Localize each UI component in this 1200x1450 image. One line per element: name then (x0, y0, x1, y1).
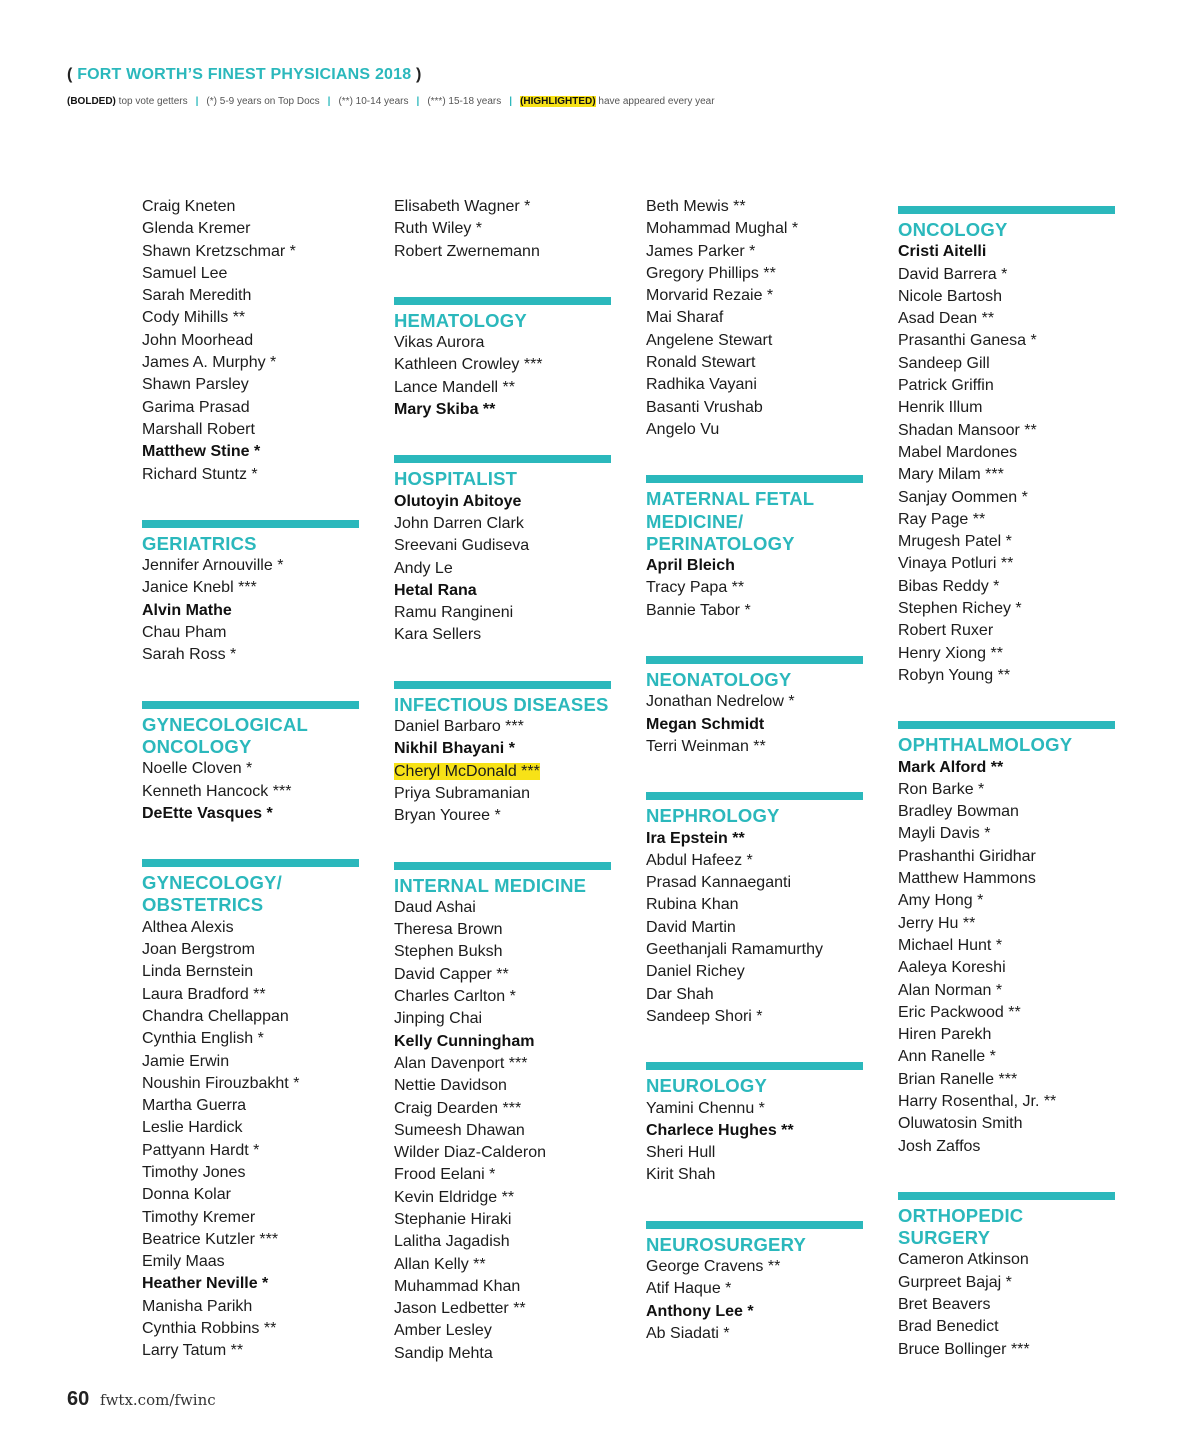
physician-name: Angelo Vu (646, 420, 720, 438)
physician-list (646, 691, 864, 758)
physician-name: Garima Prasad (142, 398, 250, 416)
legend-text: have appeared every year (595, 96, 715, 107)
section-title-line: INFECTIOUS DISEASES (394, 693, 609, 715)
physician-name: Hetal Rana (394, 581, 477, 599)
physician-name: Jamie Erwin (142, 1052, 230, 1070)
physician-name: Robert Ruxer (898, 622, 994, 640)
section-title (646, 669, 864, 691)
specialty-section (646, 475, 864, 622)
physician-name: David Barrera * (898, 265, 1008, 283)
physician-name: Daniel Richey (646, 963, 745, 981)
section-title-line: ONCOLOGY (898, 219, 1008, 240)
physician-name: Dar Shah (646, 985, 714, 1003)
page-title (67, 64, 1160, 86)
physician-name: Beatrice Kutzler *** (142, 1230, 279, 1248)
physician-name: Gregory Phillips ** (646, 264, 776, 282)
physician-name: Chandra Chellappan (142, 1007, 289, 1025)
specialty-section (394, 297, 612, 421)
physician-name: Shawn Kretzschmar * (142, 242, 296, 260)
physician-name: Daniel Barbaro *** (394, 718, 524, 736)
physician-list (646, 1098, 864, 1187)
physician-list (646, 555, 864, 622)
physician-name: Bryan Youree * (394, 807, 501, 825)
physician-name: Harry Rosenthal, Jr. ** (898, 1092, 1057, 1110)
physician-name: Sarah Ross * (142, 646, 237, 664)
physician-name: Sandeep Gill (898, 354, 990, 372)
specialty-section (646, 1062, 864, 1186)
section-divider-bar (646, 1221, 863, 1229)
physician-name: April Bleich (646, 557, 735, 575)
physician-name: Frood Eelani * (394, 1166, 496, 1184)
physician-name: Muhammad Khan (394, 1277, 521, 1295)
legend (67, 95, 1160, 109)
specialty-section (142, 520, 360, 667)
physician-name: Atif Haque * (646, 1280, 732, 1298)
physician-name: Tracy Papa ** (646, 579, 745, 597)
specialty-section (898, 206, 1116, 687)
physician-name: Basanti Vrushab (646, 398, 763, 416)
physician-name: Mark Alford ** (898, 758, 1004, 776)
section-divider-bar (898, 721, 1115, 729)
page-footer (67, 1388, 216, 1411)
specialty-section (646, 196, 864, 441)
physician-name: Patrick Griffin (898, 377, 994, 395)
physician-name: Geethanjali Ramamurthy (646, 941, 823, 959)
physician-name: Cristi Aitelli (898, 243, 987, 261)
section-title-line: NEPHROLOGY (646, 805, 780, 827)
physician-name: Daud Ashai (394, 898, 476, 916)
legend-separator: | (416, 96, 420, 107)
physician-name: Ramu Rangineni (394, 604, 514, 622)
physician-name: Sreevani Gudiseva (394, 537, 530, 555)
physician-name: DeEtte Vasques * (142, 804, 273, 822)
section-title-line: OBSTETRICS (142, 894, 264, 916)
physician-name: Michael Hunt * (898, 936, 1003, 954)
physician-list (142, 917, 360, 1363)
physician-name: Kirit Shah (646, 1166, 716, 1184)
physician-name: Ray Page ** (898, 510, 986, 528)
physician-name: Jonathan Nedrelow * (646, 693, 795, 711)
physician-name: Samuel Lee (142, 264, 228, 282)
specialty-section (646, 1221, 864, 1345)
legend-item (67, 96, 188, 107)
physician-name: Angelene Stewart (646, 331, 773, 349)
physician-name: Charlece Hughes ** (646, 1121, 794, 1139)
physician-name: Cameron Atkinson (898, 1251, 1029, 1269)
physician-name: Henry Xiong ** (898, 644, 1003, 662)
section-title (898, 1205, 1116, 1250)
physician-name: Amber Lesley (394, 1322, 492, 1340)
physician-name: Mary Milam *** (898, 466, 1004, 484)
legend-text: top vote getters (115, 96, 188, 107)
physician-name: Josh Zaffos (898, 1137, 981, 1155)
section-divider-bar (394, 297, 611, 305)
physician-name: Glenda Kremer (142, 220, 251, 238)
physician-name: Elisabeth Wagner * (394, 198, 531, 215)
physician-name: Vinaya Potluri ** (898, 555, 1014, 573)
site-url[interactable]: fwtx.com/fwinc (100, 1391, 216, 1409)
specialty-section (898, 1192, 1116, 1361)
physician-name: Bibas Reddy * (898, 577, 1000, 595)
physician-list (898, 757, 1116, 1158)
physician-name: Heather Neville * (142, 1275, 269, 1293)
title-paren-open: ( (67, 66, 73, 83)
legend-item (520, 96, 715, 107)
physician-name: Megan Schmidt (646, 715, 765, 733)
physician-name: Alan Norman * (898, 981, 1003, 999)
physician-name: Martha Guerra (142, 1097, 247, 1115)
physician-list (394, 196, 612, 263)
physician-name: James A. Murphy * (142, 354, 277, 372)
physician-name: Donna Kolar (142, 1186, 231, 1204)
specialty-section (646, 792, 864, 1028)
legend-key: (***) (427, 96, 446, 107)
section-divider-bar (394, 681, 611, 689)
section-divider-bar (898, 1192, 1115, 1200)
section-title (646, 805, 864, 827)
section-title (142, 533, 360, 555)
physician-name: Robert Zwernemann (394, 242, 540, 260)
physician-name: Nettie Davidson (394, 1077, 507, 1095)
column-1 (142, 196, 360, 1363)
physician-name: Pattyann Hardt * (142, 1141, 260, 1159)
section-title-line: GYNECOLOGY/ (142, 872, 282, 894)
legend-item (427, 96, 501, 107)
physician-name: Larry Tatum ** (142, 1342, 244, 1360)
section-title (142, 872, 360, 917)
physician-name: Ab Siadati * (646, 1324, 730, 1342)
physician-name: Althea Alexis (142, 918, 234, 936)
physician-name: James Parker * (646, 242, 756, 260)
legend-text: 5-9 years on Top Docs (216, 96, 320, 107)
section-title (646, 1075, 864, 1097)
physician-name: Abdul Hafeez * (646, 851, 753, 869)
physician-name: Ann Ranelle * (898, 1048, 996, 1066)
physician-name: Jennifer Arnouville * (142, 557, 284, 575)
physician-name: Bruce Bollinger *** (898, 1340, 1030, 1358)
physician-name: Jerry Hu ** (898, 914, 976, 932)
physician-name: Matthew Hammons (898, 870, 1036, 888)
physician-name: Craig Dearden *** (394, 1099, 522, 1117)
section-title-line: ORTHOPEDIC (898, 1204, 1024, 1226)
physician-name: Timothy Kremer (142, 1208, 256, 1226)
physician-name: Cynthia English * (142, 1030, 264, 1048)
physician-name: Cody Mihills ** (142, 309, 246, 327)
physician-list (646, 1256, 864, 1345)
physician-name: Jason Ledbetter ** (394, 1300, 526, 1318)
specialty-section (898, 721, 1116, 1158)
physician-name: Cynthia Robbins ** (142, 1320, 277, 1338)
specialty-section (142, 196, 360, 486)
physician-name: Kelly Cunningham (394, 1032, 535, 1050)
physician-name: David Capper ** (394, 965, 509, 983)
specialty-section (142, 701, 360, 825)
physician-name: Oluwatosin Smith (898, 1115, 1023, 1133)
physician-name: Mrugesh Patel * (898, 533, 1012, 551)
physician-name: Chau Pham (142, 624, 227, 642)
physician-name: Aaleya Koreshi (898, 959, 1006, 977)
section-title-line: NEUROSURGERY (646, 1233, 807, 1255)
physician-name: Leslie Hardick (142, 1119, 243, 1137)
physician-name: Henrik Illum (898, 399, 983, 417)
legend-separator: | (509, 96, 513, 107)
highlighted-name: Cheryl McDonald *** (394, 762, 540, 780)
section-title (394, 694, 612, 716)
physician-name: Ruth Wiley * (394, 220, 483, 238)
physician-name: Gurpreet Bajaj * (898, 1273, 1012, 1291)
section-divider-bar (646, 656, 863, 664)
section-title (898, 219, 1116, 241)
physician-name: Noushin Firouzbakht * (142, 1074, 300, 1092)
physician-name: Beth Mewis ** (646, 198, 746, 215)
legend-item (206, 96, 319, 107)
section-divider-bar (142, 701, 359, 709)
section-title (646, 488, 864, 555)
physician-list (646, 828, 864, 1029)
physician-name: Asad Dean ** (898, 310, 995, 328)
section-title-line: MATERNAL FETAL (646, 488, 815, 510)
specialty-section (394, 196, 612, 263)
section-title (898, 734, 1116, 756)
physician-name: John Moorhead (142, 331, 254, 349)
section-title (394, 310, 612, 332)
physician-name: Brad Benedict (898, 1318, 999, 1336)
specialty-section (646, 656, 864, 758)
physician-name: Sanjay Oommen * (898, 488, 1028, 506)
column-3 (646, 196, 864, 1345)
physician-name: Lance Mandell ** (394, 378, 515, 396)
physician-name: Jinping Chai (394, 1010, 483, 1028)
physician-name: Sandeep Shori * (646, 1007, 763, 1025)
physician-name: Priya Subramanian (394, 784, 531, 802)
physician-name: Janice Knebl *** (142, 579, 257, 597)
physician-name: Brian Ranelle *** (898, 1070, 1018, 1088)
physician-name: Mai Sharaf (646, 309, 724, 327)
physician-name: Sumeesh Dhawan (394, 1121, 525, 1139)
physician-name: Nikhil Bhayani * (394, 740, 515, 758)
physician-name: Sandip Mehta (394, 1344, 493, 1362)
physician-list (142, 555, 360, 666)
legend-item (338, 96, 408, 107)
legend-text: 10-14 years (352, 96, 409, 107)
physician-name: Andy Le (394, 559, 453, 577)
physician-list (142, 758, 360, 825)
section-title-line: GYNECOLOGICAL (142, 713, 309, 735)
specialty-section (394, 455, 612, 646)
physician-name: George Cravens ** (646, 1257, 781, 1275)
physician-name: Wilder Diaz-Calderon (394, 1144, 547, 1162)
physician-name: Timothy Jones (142, 1163, 246, 1181)
physician-name: Bret Beavers (898, 1296, 991, 1314)
physician-name: Morvarid Rezaie * (646, 287, 774, 305)
physician-name: Kevin Eldridge ** (394, 1188, 515, 1206)
column-4 (898, 196, 1116, 1361)
physician-name: Allan Kelly ** (394, 1255, 486, 1273)
physician-list (394, 716, 612, 827)
physician-list (394, 897, 612, 1365)
section-divider-bar (898, 206, 1115, 214)
section-title-line: HOSPITALIST (394, 468, 518, 490)
physician-name: Theresa Brown (394, 921, 503, 939)
section-divider-bar (394, 455, 611, 463)
physician-name: Matthew Stine * (142, 443, 261, 461)
section-title-line: SURGERY (898, 1227, 991, 1249)
physician-name: Bannie Tabor * (646, 601, 751, 619)
section-title-line: INTERNAL MEDICINE (394, 874, 587, 896)
legend-separator: | (327, 96, 331, 107)
physician-name: Shadan Mansoor ** (898, 421, 1037, 439)
physician-name: Olutoyin Abitoye (394, 492, 522, 510)
physician-name: Stephen Buksh (394, 943, 503, 961)
physician-name: John Darren Clark (394, 514, 524, 532)
title-text: FORT WORTH’S FINEST PHYSICIANS 2018 (77, 66, 412, 83)
physician-name: Rubina Khan (646, 896, 739, 914)
page-number: 60 (67, 1388, 90, 1410)
section-title (394, 468, 612, 490)
physician-name: Manisha Parikh (142, 1297, 253, 1315)
physician-name: Hiren Parekh (898, 1026, 992, 1044)
legend-key: (BOLDED) (67, 96, 116, 107)
legend-key: (*) (206, 96, 217, 107)
section-divider-bar (646, 475, 863, 483)
physician-name: Laura Bradford ** (142, 985, 266, 1003)
section-title-line: GERIATRICS (142, 532, 257, 554)
physician-name: Alvin Mathe (142, 601, 232, 619)
physician-name: Marshall Robert (142, 420, 255, 438)
section-title (142, 714, 360, 759)
physician-list (142, 196, 360, 486)
physician-list (394, 332, 612, 421)
physician-name: Mayli Davis * (898, 825, 991, 843)
physician-list (394, 491, 612, 647)
physician-name: Richard Stuntz * (142, 465, 258, 483)
section-title-line: NEONATOLOGY (646, 669, 792, 691)
physician-name: Mary Skiba ** (394, 401, 496, 419)
physician-name: Prasanthi Ganesa * (898, 332, 1037, 350)
physician-name: Sheri Hull (646, 1144, 716, 1162)
physician-name: Nicole Bartosh (898, 287, 1003, 305)
physician-name: Stephanie Hiraki (394, 1210, 512, 1228)
physician-list (898, 241, 1116, 687)
section-divider-bar (646, 792, 863, 800)
physician-name: Prashanthi Giridhar (898, 847, 1036, 865)
page-header (67, 64, 1160, 109)
physician-name: Sarah Meredith (142, 287, 252, 305)
physician-list (898, 1249, 1116, 1360)
physician-list (646, 196, 864, 441)
physician-name: Alan Davenport *** (394, 1054, 528, 1072)
specialty-section (394, 862, 612, 1366)
physician-name: David Martin (646, 918, 736, 936)
legend-separator: | (195, 96, 199, 107)
section-title-line: OPHTHALMOLOGY (898, 734, 1073, 756)
physician-name: Ron Barke * (898, 780, 985, 798)
physician-name: Bradley Bowman (898, 803, 1019, 821)
physician-name: Eric Packwood ** (898, 1003, 1021, 1021)
section-title-line: NEUROLOGY (646, 1075, 768, 1097)
physician-name: Linda Bernstein (142, 963, 254, 981)
section-title-line: HEMATOLOGY (394, 309, 527, 331)
physician-name: Kara Sellers (394, 626, 482, 644)
section-title (646, 1234, 864, 1256)
legend-key: (HIGHLIGHTED) (520, 96, 596, 107)
physician-name: Vikas Aurora (394, 334, 485, 352)
physician-name: Terri Weinman ** (646, 737, 766, 755)
physician-name: Lalitha Jagadish (394, 1233, 510, 1251)
legend-text: 15-18 years (445, 96, 502, 107)
title-paren-close: ) (416, 66, 422, 83)
legend-key: (**) (338, 96, 353, 107)
physician-name: Amy Hong * (898, 892, 984, 910)
physician-name: Mohammad Mughal * (646, 220, 799, 238)
section-divider-bar (394, 862, 611, 870)
section-title (394, 875, 612, 897)
physician-name: Noelle Cloven * (142, 760, 253, 778)
specialty-section (394, 681, 612, 828)
specialty-section (142, 859, 360, 1363)
physician-name: Anthony Lee * (646, 1302, 754, 1320)
physician-name: Prasad Kannaeganti (646, 874, 791, 892)
physician-name: Craig Kneten (142, 198, 236, 215)
section-title-line: ONCOLOGY (142, 735, 252, 757)
section-divider-bar (646, 1062, 863, 1070)
physician-name: Ronald Stewart (646, 354, 756, 372)
column-2 (394, 196, 612, 1365)
physician-name: Yamini Chennu * (646, 1099, 765, 1117)
physician-name: Ira Epstein ** (646, 829, 745, 847)
section-title-line: PERINATOLOGY (646, 532, 795, 554)
physician-name: Kenneth Hancock *** (142, 782, 292, 800)
section-divider-bar (142, 859, 359, 867)
section-divider-bar (142, 520, 359, 528)
physician-name: Robyn Young ** (898, 666, 1011, 684)
physician-name: Charles Carlton * (394, 988, 516, 1006)
physician-name: Mabel Mardones (898, 443, 1018, 461)
physician-name: Radhika Vayani (646, 376, 757, 394)
physician-name: Joan Bergstrom (142, 941, 255, 959)
physician-name: Stephen Richey * (898, 600, 1022, 618)
physician-name (394, 761, 612, 783)
section-title-line: MEDICINE/ (646, 510, 744, 532)
physician-name: Shawn Parsley (142, 376, 249, 394)
physician-name: Kathleen Crowley *** (394, 356, 543, 374)
physician-name: Emily Maas (142, 1253, 225, 1271)
